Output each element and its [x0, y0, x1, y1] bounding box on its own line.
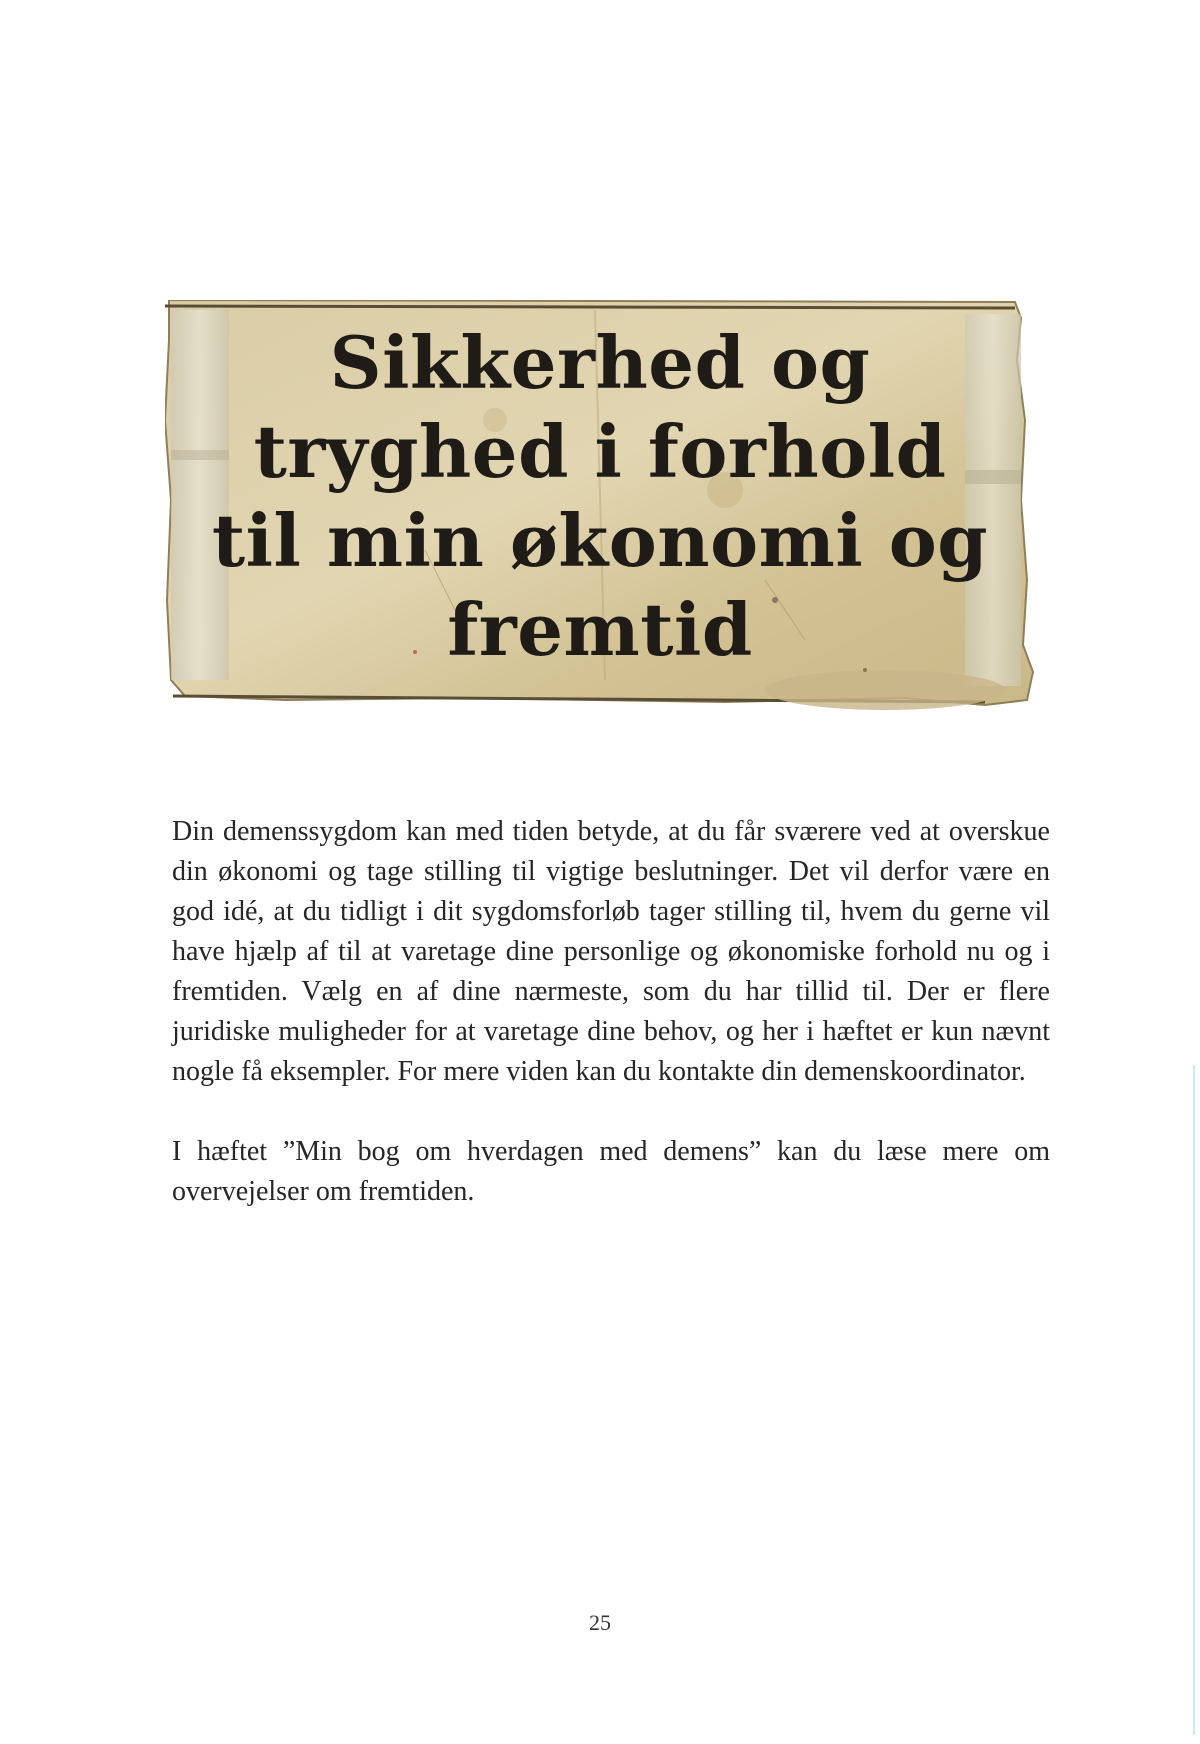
title-line-3: til min økonomi og: [211, 498, 989, 583]
title-line-2: tryghed i forhold: [253, 409, 947, 494]
body-paragraph-2: I hæftet ”Min bog om hverdagen med demens” kan du læse mere om overvejelser om fremtiden.: [172, 1136, 1050, 1207]
page-title: [205, 318, 995, 674]
page-number: 25: [589, 1610, 611, 1635]
title-line-1: Sikkerhed og: [329, 320, 871, 405]
title-line-4: fremtid: [447, 587, 753, 672]
body-paragraph-1: Din demenssygdom kan med tiden betyde, at du får sværere ved at overskue din økonomi og tage stilling til vigtige beslutninger. Det vil derfor være en god idé, at du tidligt i dit sygdomsforløb tager stilling til, hvem du gerne vil have hjælp af til at varetage dine personlige og økonomiske forhold nu og i fremtiden. Vælg en af dine nærmeste, som du har tillid til. Der er flere juridiske muligheder for at varetage dine behov, og her i hæftet er kun nævnt nogle få eksempler. For mere viden kan du kontakte din demenskoordinator.: [172, 816, 1050, 1087]
body-text: [172, 812, 1050, 1252]
title-card: [165, 300, 1035, 720]
